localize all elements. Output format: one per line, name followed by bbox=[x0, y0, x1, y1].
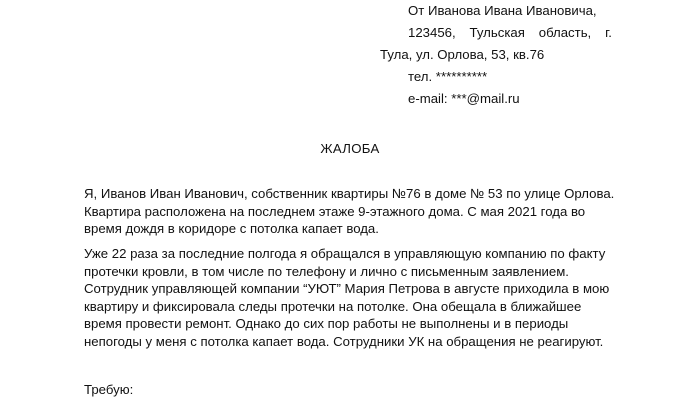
paragraph-line: протечки кровли, в том числе по телефону и лично с письменным заявлением. bbox=[84, 263, 569, 279]
sender-block bbox=[380, 0, 612, 110]
sender-phone: тел. ********** bbox=[408, 69, 488, 84]
document-title: ЖАЛОБА bbox=[320, 141, 380, 156]
address-city-abbr: г. bbox=[605, 25, 612, 40]
paragraph-line: Квартира расположена на последнем этаже 9-этажного дома. С мая 2021 года во bbox=[84, 203, 586, 219]
paragraph-intro bbox=[84, 185, 624, 238]
sender-email: e-mail: ***@mail.ru bbox=[408, 91, 520, 106]
paragraph-line: Сотрудник управляющей компании “УЮТ” Мария Петрова в августе приходила в мою bbox=[84, 281, 610, 296]
demands-label: Требую: bbox=[84, 382, 134, 397]
paragraph-line: непогоды у меня с потолка капает вода. Сотрудники УК на обращения не реагируют. bbox=[84, 333, 604, 349]
paragraph-line: время провести ремонт. Однако до сих пор работы не выполнены и в периоды bbox=[84, 316, 569, 331]
demands-heading bbox=[84, 381, 624, 399]
paragraph-line: Я, Иванов Иван Иванович, собственник квартиры №76 в доме № 53 по улице Орлова. bbox=[84, 186, 615, 201]
address-region-word: Тульская bbox=[469, 25, 525, 40]
sender-address-line-2: Тула, ул. Орлова, 53, кв.76 bbox=[380, 47, 545, 62]
sender-address-line-1 bbox=[380, 22, 612, 44]
address-region-type: область, bbox=[538, 25, 592, 40]
paragraph-line: квартиру и фиксировала следы протечки на потолке. Она обещала в ближайшее bbox=[84, 298, 582, 314]
address-postcode: 123456, bbox=[408, 25, 456, 40]
sender-name-line: От Иванова Ивана Ивановича, bbox=[408, 3, 597, 18]
paragraph-line: Уже 22 раза за последние полгода я обращался в управляющую компанию по факту bbox=[84, 246, 606, 261]
paragraph-line: время дождя в коридоре с потолка капает вода. bbox=[84, 221, 379, 236]
paragraph-details bbox=[84, 245, 624, 350]
